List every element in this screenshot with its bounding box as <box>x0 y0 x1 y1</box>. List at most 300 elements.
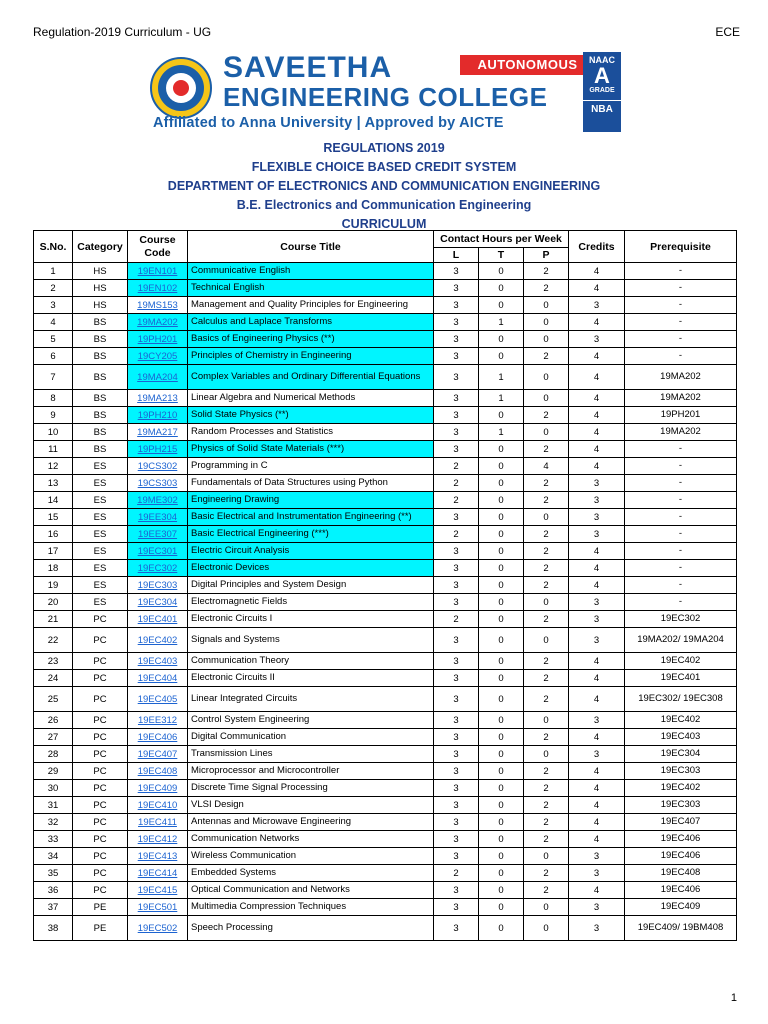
col-header-title: Course Title <box>188 231 434 263</box>
cell-course-title: Engineering Drawing <box>188 492 434 509</box>
cell-p: 0 <box>524 848 569 865</box>
cell-category: BS <box>73 390 128 407</box>
cell-p: 0 <box>524 390 569 407</box>
table-row <box>34 899 737 916</box>
cell-l: 2 <box>434 526 479 543</box>
cell-prereq: - <box>625 263 737 280</box>
cell-p: 2 <box>524 670 569 687</box>
cell-credits: 3 <box>569 628 625 653</box>
cell-course-code <box>128 611 188 628</box>
table-row <box>34 390 737 407</box>
cell-sno: 32 <box>34 814 73 831</box>
cell-sno: 30 <box>34 780 73 797</box>
cell-credits: 4 <box>569 729 625 746</box>
cell-course-code <box>128 670 188 687</box>
cell-credits: 3 <box>569 916 625 941</box>
college-name-line2: ENGINEERING COLLEGE <box>223 82 548 112</box>
table-row <box>34 628 737 653</box>
cell-p: 0 <box>524 916 569 941</box>
table-row <box>34 314 737 331</box>
cell-course-code <box>128 390 188 407</box>
cell-prereq: 19EC407 <box>625 814 737 831</box>
cell-p: 2 <box>524 797 569 814</box>
cell-t: 0 <box>479 331 524 348</box>
course-code-link[interactable]: 19PH210 <box>137 409 178 421</box>
table-row <box>34 780 737 797</box>
cell-course-title: Linear Integrated Circuits <box>188 687 434 712</box>
cell-l: 3 <box>434 560 479 577</box>
cell-course-title: Wireless Communication <box>188 848 434 865</box>
table-header-row <box>34 231 737 248</box>
system-title: FLEXIBLE CHOICE BASED CREDIT SYSTEM <box>251 160 517 174</box>
cell-t: 0 <box>479 458 524 475</box>
cell-sno: 37 <box>34 899 73 916</box>
cell-l: 3 <box>434 441 479 458</box>
cell-sno: 38 <box>34 916 73 941</box>
cell-credits: 4 <box>569 348 625 365</box>
course-code-link[interactable]: 19CS302 <box>137 460 178 472</box>
cell-p: 2 <box>524 543 569 560</box>
course-code-link[interactable]: 19EC410 <box>137 799 178 811</box>
cell-course-title: Electronic Circuits I <box>188 611 434 628</box>
cell-category: BS <box>73 441 128 458</box>
cell-course-code <box>128 297 188 314</box>
course-code-link[interactable]: 19CY205 <box>137 350 178 362</box>
cell-l: 3 <box>434 729 479 746</box>
cell-l: 3 <box>434 848 479 865</box>
cell-t: 0 <box>479 729 524 746</box>
cell-course-code <box>128 348 188 365</box>
cell-course-code <box>128 729 188 746</box>
cell-p: 0 <box>524 899 569 916</box>
cell-credits: 3 <box>569 712 625 729</box>
cell-course-code <box>128 780 188 797</box>
cell-prereq: 19EC303 <box>625 797 737 814</box>
cell-credits: 4 <box>569 831 625 848</box>
curriculum-table <box>33 230 737 941</box>
cell-l: 2 <box>434 458 479 475</box>
cell-t: 0 <box>479 577 524 594</box>
cell-course-code <box>128 577 188 594</box>
cell-p: 2 <box>524 441 569 458</box>
table-row <box>34 882 737 899</box>
table-row <box>34 441 737 458</box>
cell-p: 2 <box>524 560 569 577</box>
table-row <box>34 331 737 348</box>
cell-prereq: 19EC302 <box>625 611 737 628</box>
cell-prereq: 19MA202 <box>625 390 737 407</box>
course-code-link[interactable]: 19EE312 <box>137 714 178 726</box>
cell-prereq: - <box>625 458 737 475</box>
cell-credits: 3 <box>569 848 625 865</box>
cell-prereq: 19EC403 <box>625 729 737 746</box>
course-code-link[interactable]: 19EC409 <box>137 782 178 794</box>
affiliation-text: Affiliated to Anna University | Approved by AICTE <box>153 115 504 131</box>
course-code-link[interactable]: 19EC302 <box>137 562 178 574</box>
cell-credits: 4 <box>569 390 625 407</box>
cell-course-code <box>128 441 188 458</box>
college-banner <box>145 52 607 134</box>
cell-category: BS <box>73 424 128 441</box>
table-row <box>34 509 737 526</box>
cell-p: 0 <box>524 746 569 763</box>
cell-l: 3 <box>434 390 479 407</box>
cell-course-code <box>128 424 188 441</box>
cell-course-title: Discrete Time Signal Processing <box>188 780 434 797</box>
cell-t: 0 <box>479 441 524 458</box>
table-row <box>34 729 737 746</box>
cell-category: BS <box>73 407 128 424</box>
cell-category: PC <box>73 746 128 763</box>
cell-credits: 4 <box>569 365 625 390</box>
cell-course-title: Fundamentals of Data Structures using Python <box>188 475 434 492</box>
naac-accreditation-badge <box>583 52 621 132</box>
table-row <box>34 407 737 424</box>
cell-course-code <box>128 526 188 543</box>
course-code-link[interactable]: 19EC411 <box>138 816 177 828</box>
cell-p: 2 <box>524 348 569 365</box>
cell-course-title: Random Processes and Statistics <box>188 424 434 441</box>
cell-sno: 16 <box>34 526 73 543</box>
cell-credits: 3 <box>569 746 625 763</box>
cell-l: 3 <box>434 348 479 365</box>
cell-course-code <box>128 831 188 848</box>
cell-p: 0 <box>524 594 569 611</box>
cell-course-code <box>128 865 188 882</box>
cell-credits: 4 <box>569 653 625 670</box>
cell-prereq: 19EC303 <box>625 763 737 780</box>
cell-credits: 4 <box>569 543 625 560</box>
page-number: 1 <box>730 992 737 1004</box>
cell-course-code <box>128 746 188 763</box>
cell-course-title: Optical Communication and Networks <box>188 882 434 899</box>
course-code-link[interactable]: 19EC502 <box>137 922 178 934</box>
table-row <box>34 526 737 543</box>
nba-logo: NBA <box>583 100 621 115</box>
course-code-link[interactable]: 19MA202 <box>137 316 178 328</box>
cell-credits: 4 <box>569 797 625 814</box>
cell-course-code <box>128 628 188 653</box>
cell-sno: 29 <box>34 763 73 780</box>
cell-credits: 4 <box>569 441 625 458</box>
col-header-code <box>128 231 188 263</box>
cell-course-title: Calculus and Laplace Transforms <box>188 314 434 331</box>
cell-course-code <box>128 475 188 492</box>
cell-prereq: - <box>625 492 737 509</box>
cell-p: 0 <box>524 628 569 653</box>
table-row <box>34 611 737 628</box>
cell-category: ES <box>73 492 128 509</box>
cell-p: 2 <box>524 729 569 746</box>
cell-course-code <box>128 543 188 560</box>
cell-category: HS <box>73 297 128 314</box>
cell-course-code <box>128 653 188 670</box>
cell-t: 0 <box>479 628 524 653</box>
course-code-link[interactable]: 19EC501 <box>137 901 178 913</box>
cell-p: 2 <box>524 687 569 712</box>
cell-prereq: 19EC401 <box>625 670 737 687</box>
cell-course-title: Transmission Lines <box>188 746 434 763</box>
cell-l: 3 <box>434 712 479 729</box>
cell-course-code <box>128 814 188 831</box>
table-row <box>34 577 737 594</box>
cell-p: 2 <box>524 407 569 424</box>
cell-t: 0 <box>479 348 524 365</box>
cell-t: 1 <box>479 365 524 390</box>
cell-p: 2 <box>524 263 569 280</box>
course-code-link[interactable]: 19EC405 <box>137 693 178 705</box>
course-code-link[interactable]: 19EE304 <box>137 511 178 523</box>
cell-credits: 3 <box>569 611 625 628</box>
cell-prereq: 19EC406 <box>625 831 737 848</box>
cell-l: 3 <box>434 687 479 712</box>
table-row <box>34 475 737 492</box>
cell-prereq: 19EC406 <box>625 882 737 899</box>
header-regulation-text: Regulation-2019 Curriculum - UG <box>33 25 212 39</box>
cell-l: 3 <box>434 543 479 560</box>
cell-t: 0 <box>479 475 524 492</box>
cell-p: 2 <box>524 526 569 543</box>
cell-course-code <box>128 314 188 331</box>
cell-credits: 4 <box>569 670 625 687</box>
table-row <box>34 280 737 297</box>
cell-l: 3 <box>434 746 479 763</box>
cell-p: 2 <box>524 475 569 492</box>
cell-sno: 27 <box>34 729 73 746</box>
cell-sno: 26 <box>34 712 73 729</box>
course-code-link[interactable]: 19EC414 <box>137 867 178 879</box>
course-code-link[interactable]: 19PH201 <box>137 333 178 345</box>
cell-course-title: Complex Variables and Ordinary Differential Equations <box>188 365 434 390</box>
cell-prereq: - <box>625 348 737 365</box>
cell-t: 0 <box>479 831 524 848</box>
cell-t: 0 <box>479 797 524 814</box>
cell-category: PC <box>73 797 128 814</box>
cell-p: 2 <box>524 492 569 509</box>
cell-course-code <box>128 882 188 899</box>
cell-credits: 3 <box>569 899 625 916</box>
cell-category: BS <box>73 348 128 365</box>
cell-l: 3 <box>434 628 479 653</box>
cell-credits: 4 <box>569 560 625 577</box>
cell-sno: 13 <box>34 475 73 492</box>
cell-l: 3 <box>434 899 479 916</box>
course-code-link[interactable]: 19ME302 <box>137 494 178 506</box>
department-title: DEPARTMENT OF ELECTRONICS AND COMMUNICATION ENGINEERING <box>167 179 601 193</box>
table-row <box>34 263 737 280</box>
naac-label: NAAC <box>589 55 615 65</box>
cell-p: 0 <box>524 365 569 390</box>
cell-category: PC <box>73 848 128 865</box>
cell-t: 0 <box>479 763 524 780</box>
cell-prereq: 19EC402 <box>625 712 737 729</box>
cell-l: 3 <box>434 594 479 611</box>
cell-l: 3 <box>434 780 479 797</box>
cell-category: BS <box>73 314 128 331</box>
course-code-link[interactable]: 19EC406 <box>137 731 178 743</box>
cell-t: 0 <box>479 814 524 831</box>
cell-category: BS <box>73 365 128 390</box>
col-header-p: P <box>524 248 569 263</box>
course-code-link[interactable]: 19MA213 <box>137 392 178 404</box>
col-header-sno: S.No. <box>34 231 73 263</box>
naac-grade-label: GRADE <box>589 87 615 94</box>
cell-category: PE <box>73 899 128 916</box>
cell-course-code <box>128 594 188 611</box>
course-code-link[interactable]: 19CS303 <box>137 477 178 489</box>
table-row <box>34 763 737 780</box>
course-code-link[interactable]: 19EC407 <box>137 748 178 760</box>
course-code-link[interactable]: 19EN101 <box>137 265 178 277</box>
cell-prereq: - <box>625 526 737 543</box>
cell-sno: 18 <box>34 560 73 577</box>
cell-t: 0 <box>479 670 524 687</box>
table-row <box>34 297 737 314</box>
cell-p: 2 <box>524 831 569 848</box>
header-department-text: ECE <box>715 25 740 39</box>
page-header <box>0 25 768 41</box>
cell-course-title: Basic Electrical Engineering (***) <box>188 526 434 543</box>
table-row <box>34 712 737 729</box>
cell-t: 0 <box>479 687 524 712</box>
cell-credits: 3 <box>569 331 625 348</box>
cell-sno: 19 <box>34 577 73 594</box>
cell-credits: 4 <box>569 687 625 712</box>
cell-l: 3 <box>434 653 479 670</box>
cell-t: 0 <box>479 280 524 297</box>
cell-course-code <box>128 509 188 526</box>
table-body <box>34 263 737 941</box>
course-code-link[interactable]: 19MS153 <box>137 299 178 311</box>
cell-l: 3 <box>434 577 479 594</box>
cell-course-title: Programming in C <box>188 458 434 475</box>
cell-t: 0 <box>479 509 524 526</box>
cell-sno: 8 <box>34 390 73 407</box>
cell-l: 3 <box>434 509 479 526</box>
course-code-link[interactable]: 19EC403 <box>137 655 178 667</box>
cell-category: PC <box>73 882 128 899</box>
cell-p: 2 <box>524 653 569 670</box>
cell-category: ES <box>73 560 128 577</box>
course-code-link[interactable]: 19EC415 <box>137 884 178 896</box>
cell-category: PC <box>73 831 128 848</box>
cell-sno: 12 <box>34 458 73 475</box>
table-row <box>34 865 737 882</box>
cell-l: 3 <box>434 797 479 814</box>
cell-credits: 4 <box>569 763 625 780</box>
course-code-link[interactable]: 19EC408 <box>137 765 178 777</box>
course-code-link[interactable]: 19PH215 <box>137 443 178 455</box>
cell-l: 3 <box>434 670 479 687</box>
course-code-link[interactable]: 19EC304 <box>137 596 178 608</box>
table-row <box>34 492 737 509</box>
course-code-link[interactable]: 19EC404 <box>137 672 178 684</box>
cell-prereq: - <box>625 331 737 348</box>
cell-sno: 35 <box>34 865 73 882</box>
cell-course-title: Basic Electrical and Instrumentation Engineering (**) <box>188 509 434 526</box>
cell-sno: 22 <box>34 628 73 653</box>
cell-course-title: Embedded Systems <box>188 865 434 882</box>
cell-category: ES <box>73 543 128 560</box>
cell-t: 1 <box>479 424 524 441</box>
cell-category: ES <box>73 577 128 594</box>
cell-prereq: 19EC409/ 19BM408 <box>625 916 737 941</box>
cell-l: 3 <box>434 763 479 780</box>
cell-category: BS <box>73 331 128 348</box>
cell-t: 0 <box>479 526 524 543</box>
regulations-title: REGULATIONS 2019 <box>323 141 445 155</box>
course-code-link[interactable]: 19EE307 <box>137 528 178 540</box>
cell-course-title: Control System Engineering <box>188 712 434 729</box>
cell-course-title: Multimedia Compression Techniques <box>188 899 434 916</box>
course-code-link[interactable]: 19EN102 <box>137 282 178 294</box>
cell-prereq: - <box>625 509 737 526</box>
table-row <box>34 560 737 577</box>
course-code-link[interactable]: 19EC412 <box>137 833 178 845</box>
course-code-link[interactable]: 19MA217 <box>137 426 178 438</box>
cell-p: 0 <box>524 314 569 331</box>
cell-course-title: Principles of Chemistry in Engineering <box>188 348 434 365</box>
cell-sno: 6 <box>34 348 73 365</box>
cell-sno: 25 <box>34 687 73 712</box>
cell-category: PE <box>73 916 128 941</box>
course-code-link[interactable]: 19EC303 <box>137 579 178 591</box>
cell-p: 4 <box>524 458 569 475</box>
cell-course-code <box>128 712 188 729</box>
table-row <box>34 543 737 560</box>
cell-p: 2 <box>524 763 569 780</box>
cell-t: 0 <box>479 560 524 577</box>
cell-p: 2 <box>524 882 569 899</box>
cell-credits: 4 <box>569 407 625 424</box>
college-seal-icon <box>149 56 213 120</box>
cell-sno: 28 <box>34 746 73 763</box>
course-code-link[interactable]: 19EC402 <box>137 634 178 646</box>
cell-course-title: Communication Networks <box>188 831 434 848</box>
cell-t: 0 <box>479 712 524 729</box>
table-row <box>34 594 737 611</box>
cell-course-code <box>128 797 188 814</box>
cell-prereq: - <box>625 280 737 297</box>
cell-credits: 3 <box>569 297 625 314</box>
curriculum-title: CURRICULUM <box>341 217 427 231</box>
cell-l: 3 <box>434 297 479 314</box>
cell-t: 0 <box>479 611 524 628</box>
cell-t: 0 <box>479 746 524 763</box>
course-code-link[interactable]: 19EC413 <box>137 850 178 862</box>
cell-sno: 2 <box>34 280 73 297</box>
course-code-link[interactable]: 19EC401 <box>137 613 178 625</box>
cell-p: 2 <box>524 780 569 797</box>
cell-category: PC <box>73 780 128 797</box>
cell-course-title: Physics of Solid State Materials (***) <box>188 441 434 458</box>
cell-course-code <box>128 492 188 509</box>
cell-sno: 9 <box>34 407 73 424</box>
cell-course-code <box>128 687 188 712</box>
cell-course-code <box>128 263 188 280</box>
col-header-credits: Credits <box>569 231 625 263</box>
cell-category: ES <box>73 594 128 611</box>
cell-prereq: 19MA202 <box>625 365 737 390</box>
cell-l: 3 <box>434 407 479 424</box>
cell-course-code <box>128 458 188 475</box>
cell-l: 3 <box>434 331 479 348</box>
course-code-link[interactable]: 19EC301 <box>137 545 178 557</box>
col-header-prereq: Prerequisite <box>625 231 737 263</box>
course-code-link[interactable]: 19MA204 <box>137 371 178 383</box>
cell-course-title: Communicative English <box>188 263 434 280</box>
cell-p: 2 <box>524 577 569 594</box>
